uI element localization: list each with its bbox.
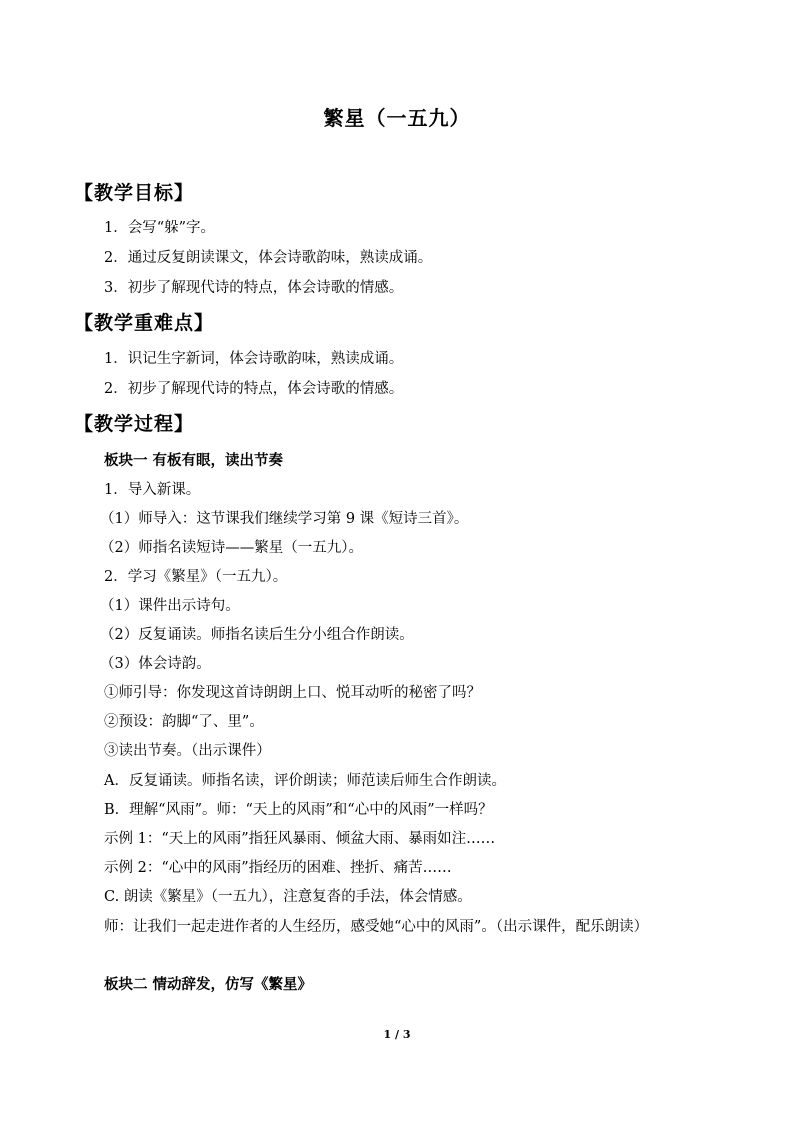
process-line: （2）反复诵读。师指名读后生分小组合作朗读。 — [100, 627, 414, 643]
objective-item-2: 2．通过反复朗读课文，体会诗歌韵味，熟读成诵。 — [104, 250, 433, 266]
process-line: ③读出节奏。（出示课件） — [104, 743, 271, 759]
objective-item-3: 3．初步了解现代诗的特点，体会诗歌的情感。 — [104, 280, 404, 296]
process-line: （3）体会诗韵。 — [100, 656, 211, 672]
process-line: 示例 1：“天上的风雨”指狂风暴雨、倾盆大雨、暴雨如注…… — [104, 831, 496, 847]
process-line: C. 朗读《繁星》（一五九），注意复沓的手法，体会情感。 — [104, 889, 472, 905]
block-two-heading: 板块二 情动辞发，仿写《繁星》 — [104, 976, 313, 993]
process-line: B．理解“风雨”。师：“天上的风雨”和“心中的风雨”一样吗？ — [104, 802, 493, 818]
process-line: A．反复诵读。师指名读，评价朗读；师范读后师生合作朗读。 — [104, 773, 506, 789]
process-line: （2）师指名读短诗——繁星（一五九）。 — [100, 540, 363, 556]
process-line: ②预设：韵脚“了、里”。 — [104, 714, 264, 730]
objective-item-1: 1．会写“躲”字。 — [104, 220, 216, 236]
process-line: 1．导入新课。 — [104, 482, 201, 498]
process-paragraph: 师：让我们一起走进作者的人生经历，感受她“心中的风雨”。（出示课件，配乐朗读） — [104, 919, 649, 935]
section-heading-process: 【教学过程】 — [74, 413, 195, 435]
process-line: （1）课件出示诗句。 — [100, 598, 240, 614]
process-line: （1）师导入：这节课我们继续学习第 9 课《短诗三首》。 — [100, 511, 469, 527]
key-point-item-2: 2．初步了解现代诗的特点，体会诗歌的情感。 — [104, 381, 404, 397]
block-one-heading: 板块一 有板有眼，读出节奏 — [104, 452, 284, 469]
process-line: 2．学习《繁星》（一五九）。 — [104, 569, 288, 585]
process-line: 示例 2：“心中的风雨”指经历的困难、挫折、痛苦…… — [104, 860, 452, 876]
key-point-item-1: 1．识记生字新词，体会诗歌韵味，熟读成诵。 — [104, 351, 404, 367]
page-title: 繁星（一五九） — [323, 106, 471, 130]
page-number: 1 / 3 — [383, 1028, 411, 1041]
process-line: ①师引导：你发现这首诗朗朗上口、悦耳动听的秘密了吗？ — [104, 685, 481, 701]
section-heading-objectives: 【教学目标】 — [74, 182, 195, 204]
section-heading-key-points: 【教学重难点】 — [74, 312, 215, 334]
